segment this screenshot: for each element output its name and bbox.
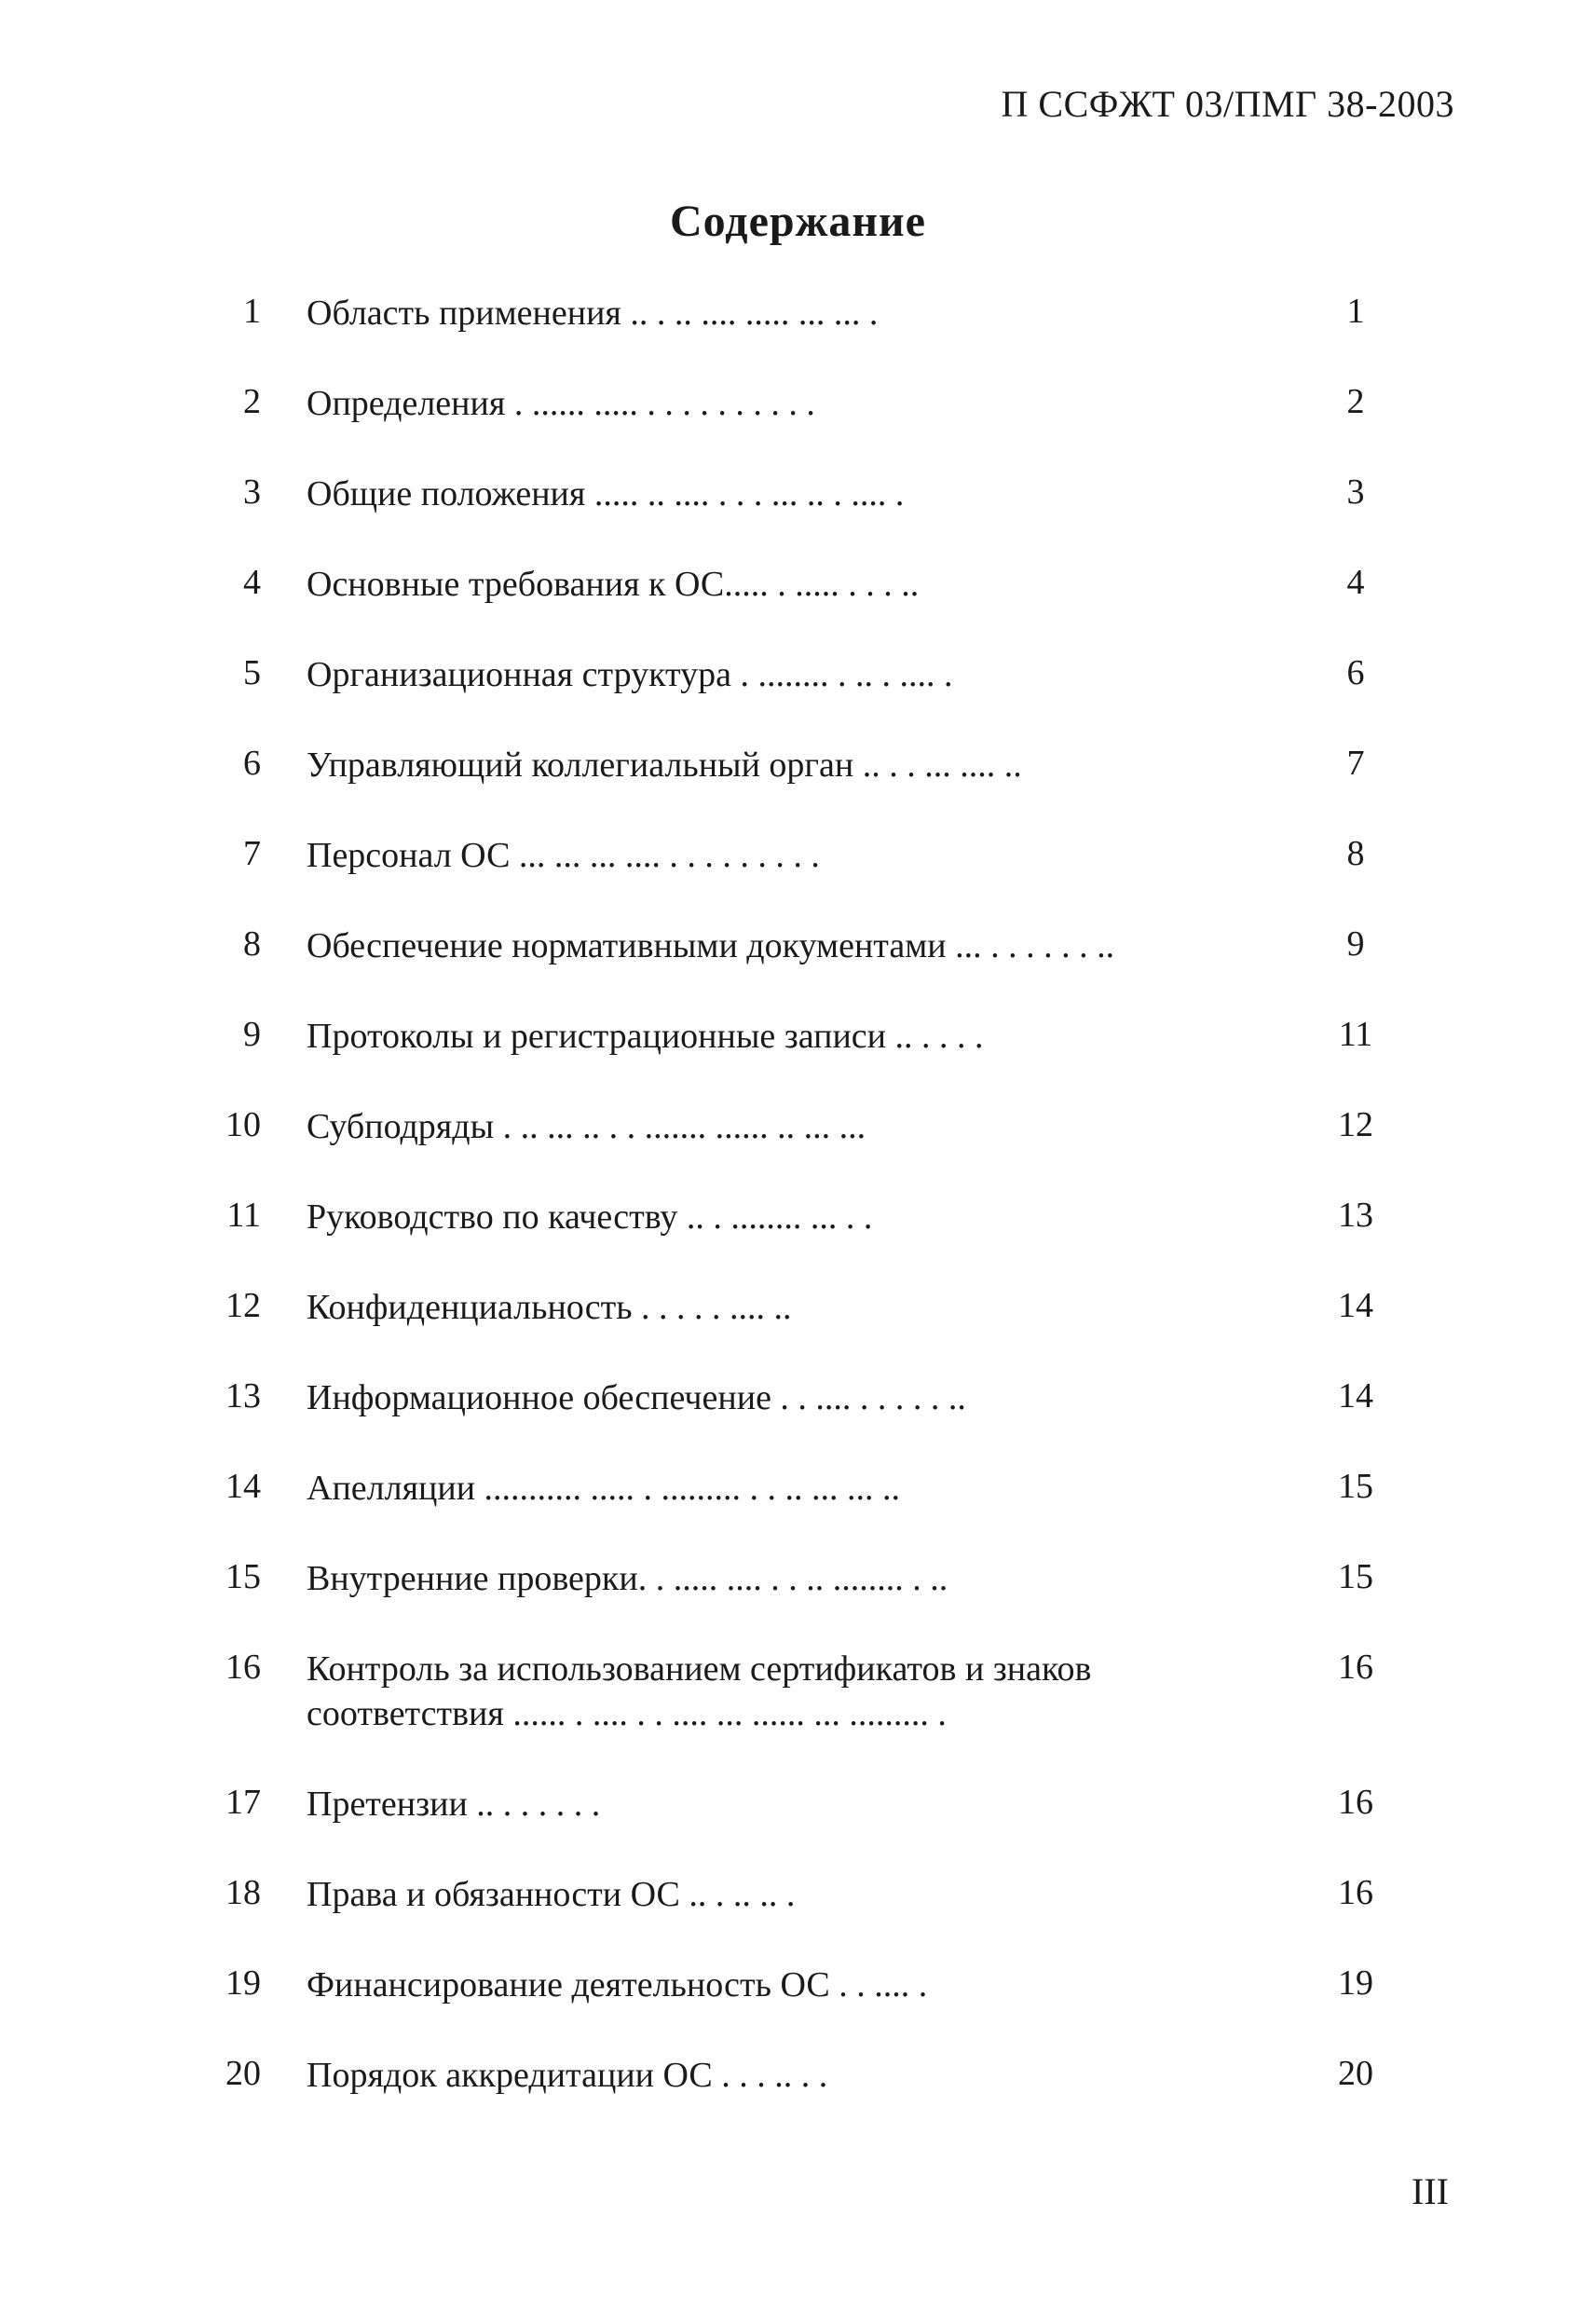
toc-entry — [0, 1647, 1596, 1782]
toc-entry-number: 17 — [225, 1783, 261, 1822]
toc-entry-title: Протоколы и регистрационные записи .. . . . . — [307, 1017, 984, 1056]
toc-entry — [0, 833, 1596, 923]
toc-entry-title: Руководство по качеству .. . ........ ... . . — [307, 1197, 873, 1237]
toc-entry-page: 16 — [1338, 1873, 1373, 1912]
toc-entry-page: 6 — [1346, 653, 1365, 692]
toc-entry — [0, 1195, 1596, 1285]
toc-entry — [0, 1466, 1596, 1556]
toc-entry-page: 1 — [1346, 292, 1365, 331]
toc-entry-title: Персонал ОС ... ... ... .... . . . . . . . . . — [307, 836, 820, 875]
toc-entry — [0, 1872, 1596, 1963]
toc-entry-number: 19 — [225, 1963, 261, 2003]
toc-entry-number: 3 — [243, 472, 261, 512]
toc-entry — [0, 291, 1596, 381]
toc-entry — [0, 1556, 1596, 1647]
toc-entry-number: 9 — [243, 1015, 261, 1054]
toc-entry-page: 19 — [1338, 1963, 1373, 2003]
toc-entry-title: Управляющий коллегиальный орган .. . . ... .... .. — [307, 746, 1022, 785]
toc-entry-number: 1 — [243, 292, 261, 331]
toc-entry — [0, 652, 1596, 743]
toc-entry-title: Обеспечение нормативными документами ... . . . . . . .. — [307, 926, 1115, 965]
toc-entry — [0, 1963, 1596, 2053]
toc-entry-number: 18 — [225, 1873, 261, 1912]
toc-entry-number: 16 — [225, 1648, 261, 1687]
toc-entry-title: Основные требования к ОС..... . ..... . . . .. — [307, 565, 920, 604]
toc-entry-page: 7 — [1346, 744, 1365, 783]
toc-entry-page: 15 — [1338, 1467, 1373, 1506]
toc-entry-number: 7 — [243, 834, 261, 873]
toc-entry-title: Апелляции ........... ..... . ......... . . .. ... ... .. — [307, 1469, 901, 1508]
toc-entry-title: Порядок аккредитации ОС . . . .. . . — [307, 2056, 828, 2095]
toc-entry-number: 2 — [243, 382, 261, 421]
toc-entry-title: Контроль за использованием сертификатов и знаков соответствия ...... . .... . . .... ... ...... ... ......... . — [307, 1649, 1092, 1733]
toc-entry-page: 8 — [1346, 834, 1365, 873]
toc-entry-page: 16 — [1338, 1783, 1373, 1822]
toc-entry-title: Финансирование деятельность ОС . . .... . — [307, 1965, 928, 2004]
toc-entry-page: 14 — [1338, 1286, 1373, 1325]
toc-entry-page: 20 — [1338, 2054, 1373, 2093]
toc-entry-page: 14 — [1338, 1376, 1373, 1416]
toc-entry — [0, 743, 1596, 833]
toc-entry — [0, 2053, 1596, 2143]
toc-entry-number: 8 — [243, 924, 261, 964]
toc-entry — [0, 1014, 1596, 1104]
toc-entry-page: 15 — [1338, 1557, 1373, 1596]
toc-entry-number: 20 — [225, 2054, 261, 2093]
toc-entry-number: 13 — [225, 1376, 261, 1416]
toc-entry-title: Определения . ...... ..... . . . . . . . . . . — [307, 384, 815, 423]
toc-entry-title: Права и обязанности ОС .. . .. .. . — [307, 1875, 796, 1914]
toc-entry-page: 13 — [1338, 1196, 1373, 1235]
toc-entry-title: Область применения .. . .. .... ..... ... ... . — [307, 294, 879, 333]
toc-entry-page: 9 — [1346, 924, 1365, 964]
toc-entry — [0, 1285, 1596, 1375]
toc-entry — [0, 472, 1596, 562]
toc-entry-page: 4 — [1346, 563, 1365, 602]
page-number: III — [1412, 2170, 1449, 2212]
toc-entry — [0, 1782, 1596, 1872]
toc-entry — [0, 923, 1596, 1014]
toc-entry-page: 11 — [1338, 1015, 1373, 1054]
toc-list — [0, 291, 1596, 2143]
toc-entry — [0, 1375, 1596, 1466]
toc-entry-page: 12 — [1338, 1105, 1373, 1144]
toc-entry-page: 2 — [1346, 382, 1365, 421]
toc-entry-number: 15 — [225, 1557, 261, 1596]
toc-entry-title: Внутренние проверки. . ..... .... . . .. ........ . .. — [307, 1559, 948, 1598]
toc-entry-title: Конфиденциальность . . . . . .... .. — [307, 1288, 792, 1327]
toc-entry-title: Претензии .. . . . . . . — [307, 1785, 601, 1824]
toc-entry-number: 6 — [243, 744, 261, 783]
toc-entry — [0, 381, 1596, 472]
toc-entry-page: 16 — [1338, 1648, 1373, 1687]
toc-entry-title: Организационная структура . ........ . .. . .... . — [307, 655, 953, 694]
toc-entry-number: 11 — [226, 1196, 261, 1235]
toc-entry — [0, 562, 1596, 652]
toc-entry — [0, 1104, 1596, 1195]
toc-entry-number: 4 — [243, 563, 261, 602]
toc-entry-page: 3 — [1346, 472, 1365, 512]
toc-entry-title: Информационное обеспечение . . .... . . . . . .. — [307, 1378, 966, 1417]
toc-entry-number: 14 — [225, 1467, 261, 1506]
toc-entry-title: Субподряды . .. ... .. . . ....... ...... .. ... ... — [307, 1107, 866, 1146]
document-code: П ССФЖТ 03/ПМГ 38-2003 — [1001, 83, 1454, 125]
toc-entry-title: Общие положения ..... .. .... . . . ... .. . .... . — [307, 474, 905, 513]
toc-title: Содержание — [670, 197, 926, 246]
toc-entry-number: 10 — [225, 1105, 261, 1144]
toc-entry-number: 12 — [225, 1286, 261, 1325]
toc-entry-number: 5 — [243, 653, 261, 692]
